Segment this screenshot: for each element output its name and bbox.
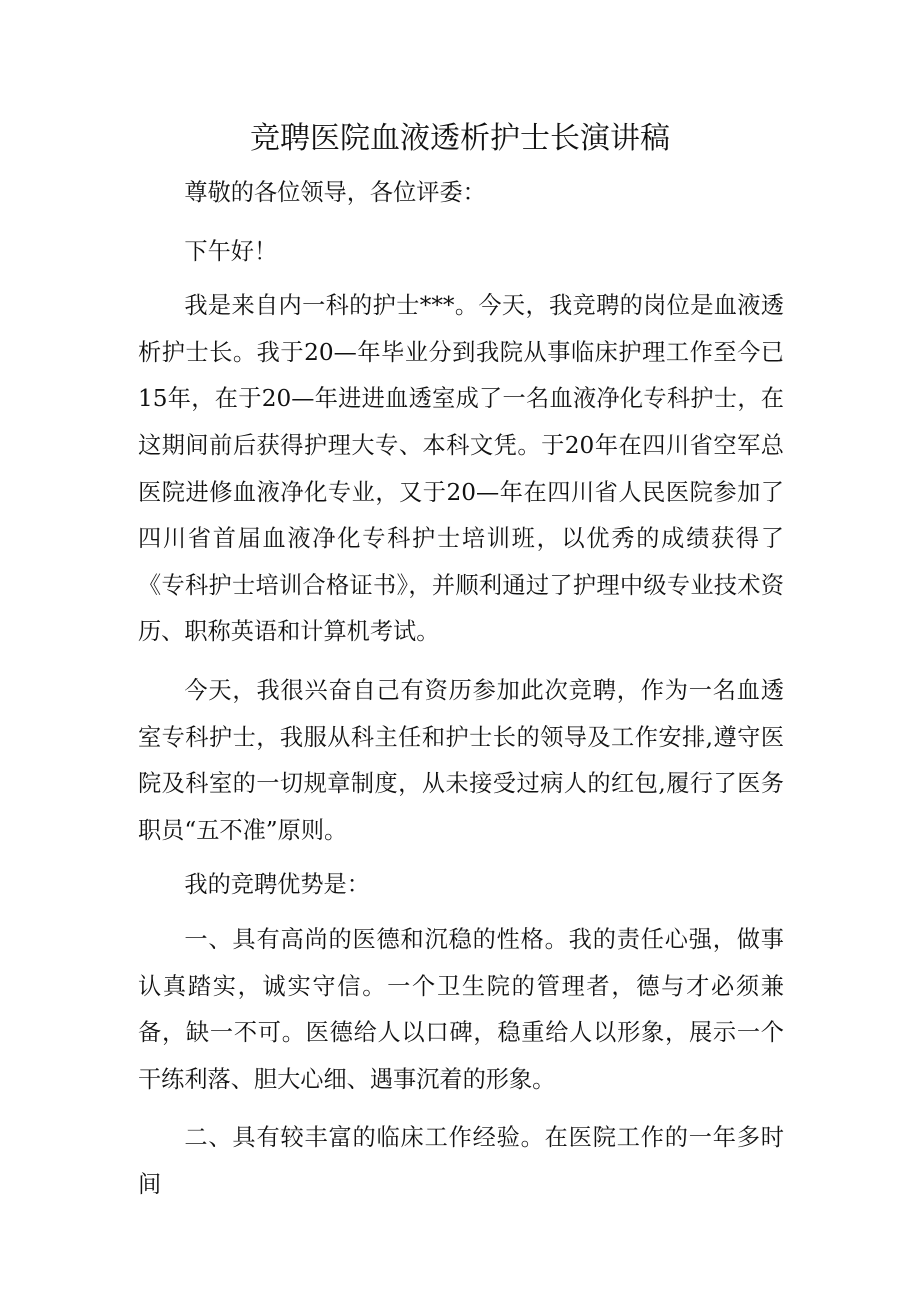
advantages-heading: 我的竞聘优势是： [184, 871, 370, 899]
advantage-two: 二、具有较丰富的临床工作经验。在医院工作的一年多时间 [138, 1124, 784, 1198]
paragraph-introduction: 我是来自内一科的护士***。今天，我竞聘的岗位是血液透析护士长。我于20—年毕业分到我院从事临床护理工作至今已15年，在于20—年进进血透室成了一名血液净化专科护士，在这期间前后获得护理大专、本科文凭。于20年在四川省空军总医院进修血液净化专业，又于20—年在四川省人民医院参加了四川省首届血液净化专科护士培训班，以优秀的成绩获得了《专科护士培训合格证书》，并顺利通过了护理中级专业技术资历、职称英语和计算机考试。 [138, 292, 784, 646]
salutation: 尊敬的各位领导，各位评委： [184, 179, 486, 206]
document-title: 竞聘医院血液透析护士长演讲稿 [250, 121, 670, 156]
advantage-one: 一、具有高尚的医德和沉稳的性格。我的责任心强，做事认真踏实，诚实守信。一个卫生院的管理者，德与才必须兼备，缺一不可。医德给人以口碑，稳重给人以形象，展示一个干练利落、胆大心细、遇事沉着的形象。 [138, 925, 784, 1093]
paragraph-motivation: 今天，我很兴奋自己有资历参加此次竞聘，作为一名血透室专科护士，我服从科主任和护士长的领导及工作安排,遵守医院及科室的一切规章制度，从未接受过病人的红包,履行了医务职员“五不准”原则。 [138, 676, 784, 844]
document-body [138, 170, 784, 1208]
greeting: 下午好！ [184, 237, 278, 265]
